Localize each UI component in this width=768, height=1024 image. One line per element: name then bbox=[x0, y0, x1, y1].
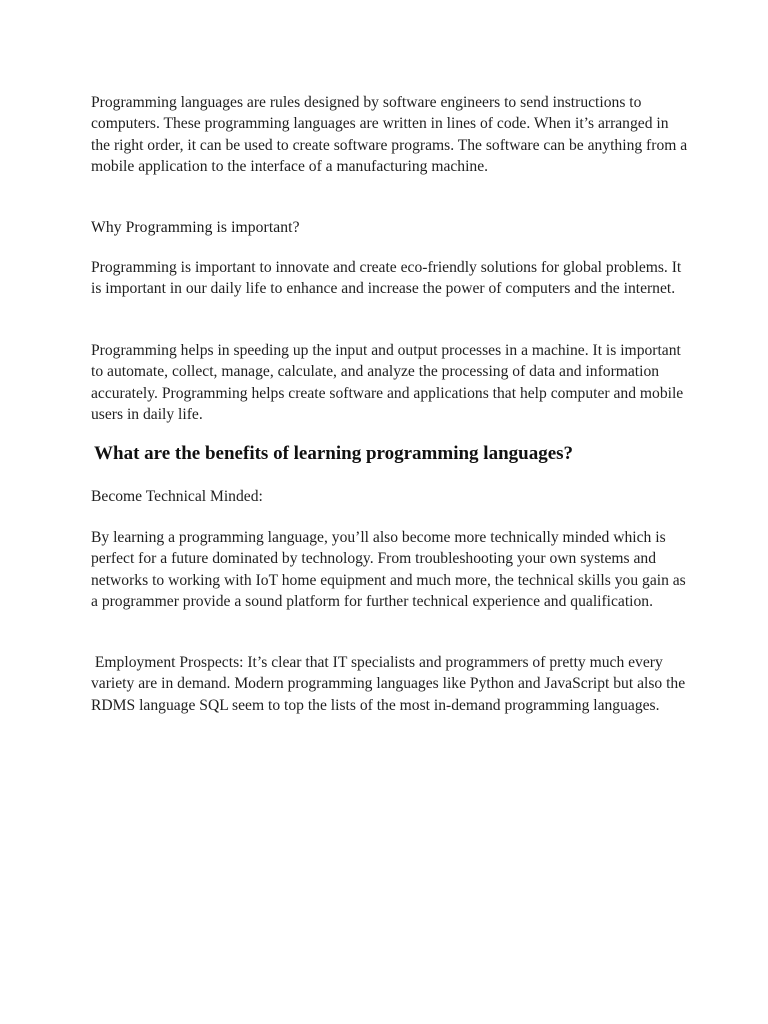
intro-paragraph: Programming languages are rules designed by software engineers to send instructions to computers. These programming languages are written in lines of code. When it’s arranged in the right order, it can be used to create software programs. The software can be anything from a mobile application to the interface of a manufacturing machine. bbox=[91, 94, 688, 175]
heading-benefits: What are the benefits of learning programming languages? bbox=[94, 443, 574, 464]
document-page bbox=[91, 92, 691, 714]
benefit-2-text: Employment Prospects: It’s clear that IT specialists and programmers of pretty much every variety are in demand. Modern programming languages like Python and JavaScript but also the RDMS language SQL seem to top the lists of the most in-demand programming languages. bbox=[91, 654, 690, 714]
heading-why-programming: Why Programming is important? bbox=[91, 219, 300, 236]
why-paragraph-2: Programming helps in speeding up the input and output processes in a machine. It is important to automate, collect, manage, calculate, and analyze the processing of data and information accurately. Programming helps create software and applications that help computer and mobile users in daily life. bbox=[91, 342, 684, 423]
benefit-1-title: Become Technical Minded: bbox=[91, 488, 263, 505]
why-paragraph-1: Programming is important to innovate and create eco-friendly solutions for global problems. It is important in our daily life to enhance and increase the power of computers and the internet. bbox=[91, 259, 682, 298]
benefit-1-text: By learning a programming language, you’ll also become more technically minded which is perfect for a future dominated by technology. From troubleshooting your own systems and networks to working with IoT home equipment and much more, the technical skills you gain as a programmer provide a sound platform for further technical experience and qualification. bbox=[91, 529, 686, 610]
